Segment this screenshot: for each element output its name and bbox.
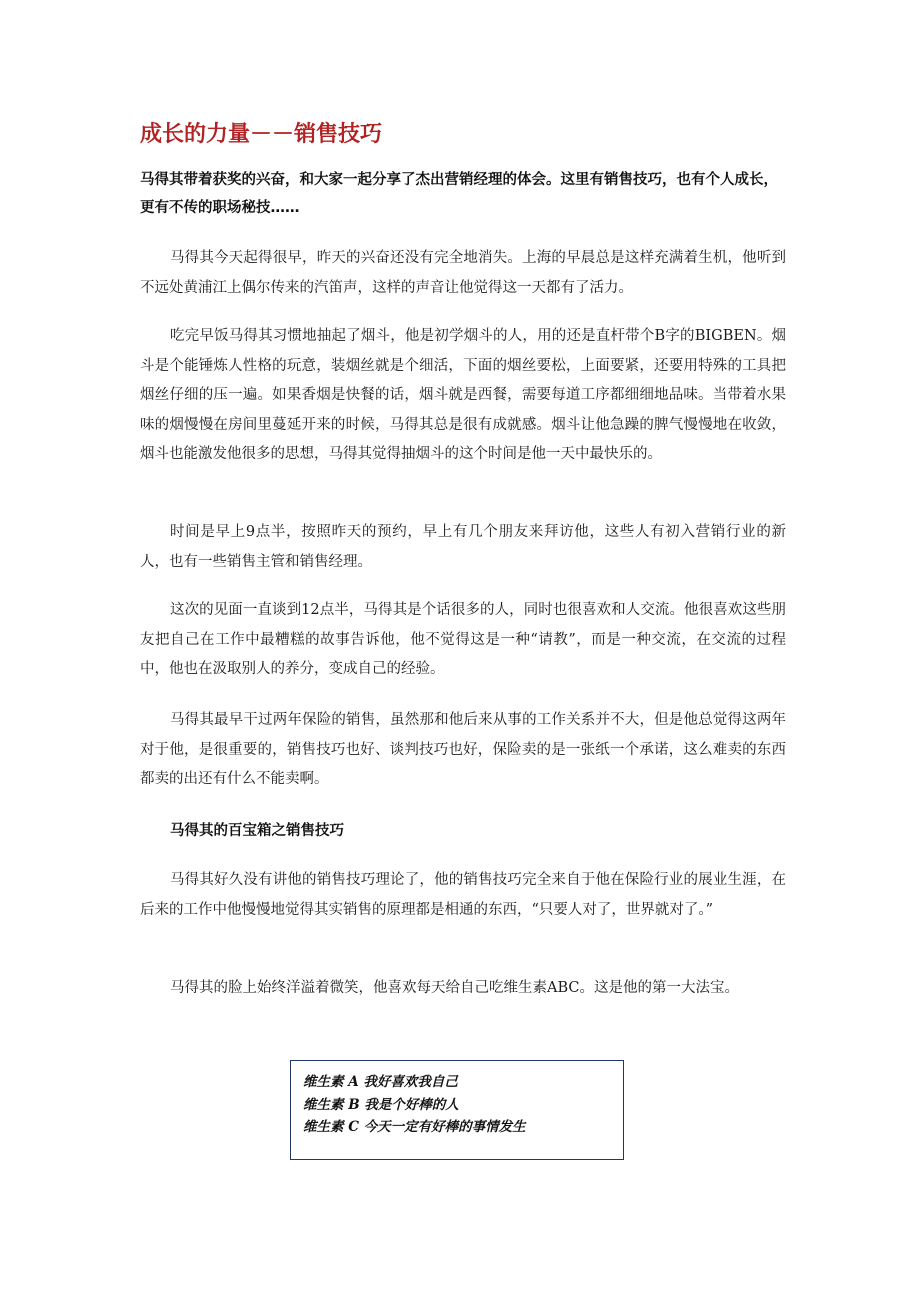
article-intro: 马得其带着获奖的兴奋，和大家一起分享了杰出营销经理的体会。这里有销售技巧，也有个人成长，更有不传的职场秘技…… [140,172,778,216]
vitamin-a-line: 维生素 A 我好喜欢我自己 [303,1074,458,1090]
paragraph-4: 这次的见面一直谈到12点半，马得其是个话很多的人，同时也很喜欢和人交流。他很喜欢这些朋友把自己在工作中最糟糕的故事告诉他，他不觉得这是一种“请教”，而是一种交流，在交流的过程中，他也在汲取别人的养分，变成自己的经验。 [140,602,786,677]
vitamin-box [290,1060,624,1160]
vitamin-b-line: 维生素 B 我是个好棒的人 [303,1096,459,1113]
section-subheading: 马得其的百宝箱之销售技巧 [170,823,344,839]
paragraph-3: 时间是早上9点半，按照昨天的预约，早上有几个朋友来拜访他，这些人有初入营销行业的新人，也有一些销售主管和销售经理。 [140,524,786,570]
paragraph-1: 马得其今天起得很早，昨天的兴奋还没有完全地消失。上海的早晨总是这样充满着生机，他听到不远处黄浦江上偶尔传来的汽笛声，这样的声音让他觉得这一天都有了活力。 [140,250,786,296]
paragraph-7: 马得其的脸上始终洋溢着微笑，他喜欢每天给自己吃维生素ABC。这是他的第一大法宝。 [170,980,739,996]
article-title: 成长的力量－－销售技巧 [140,122,383,147]
paragraph-2: 吃完早饭马得其习惯地抽起了烟斗，他是初学烟斗的人，用的还是直杆带个B字的BIGBEN。烟斗是个能锤炼人性格的玩意，装烟丝就是个细活，下面的烟丝要松，上面要紧，还要用特殊的工具把烟丝仔细的压一遍。如果香烟是快餐的话，烟斗就是西餐，需要每道工序都细细地品味。当带着水果味的烟慢慢在房间里蔓延开来的时候，马得其总是很有成就感。烟斗让他急躁的脾气慢慢地在收敛，烟斗也能激发他很多的思想，马得其觉得抽烟斗的这个时间是他一天中最快乐的。 [140,328,786,462]
paragraph-5: 马得其最早干过两年保险的销售，虽然那和他后来从事的工作关系并不大，但是他总觉得这两年对于他，是很重要的，销售技巧也好、谈判技巧也好，保险卖的是一张纸一个承诺，这么难卖的东西都卖的出还有什么不能卖啊。 [140,712,786,787]
paragraph-6: 马得其好久没有讲他的销售技巧理论了，他的销售技巧完全来自于他在保险行业的展业生涯，在后来的工作中他慢慢地觉得其实销售的原理都是相通的东西，“只要人对了，世界就对了。” [140,872,786,918]
vitamin-c-line: 维生素 C 今天一定有好棒的事情发生 [303,1119,526,1135]
